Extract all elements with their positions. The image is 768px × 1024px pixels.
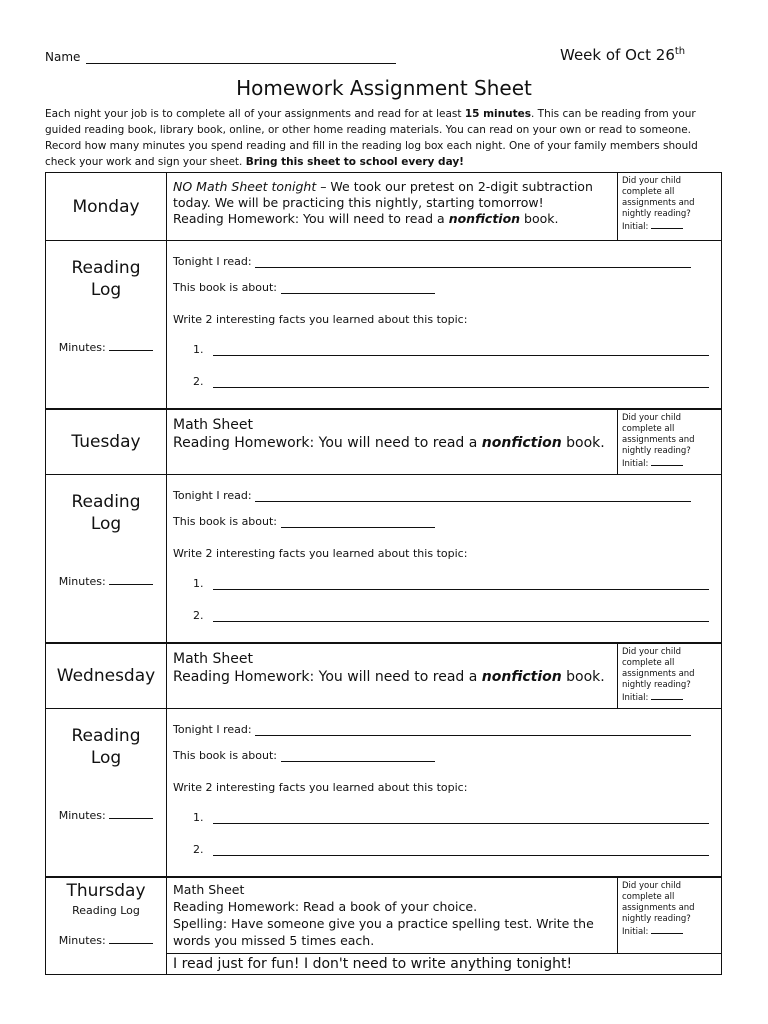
log-title-line1: Reading	[71, 726, 141, 746]
initial-question: Did your child complete all assignments and nightly reading?	[622, 880, 695, 924]
week-label	[560, 46, 685, 64]
fact-2-label: 2.	[193, 843, 204, 856]
thursday-minutes-field[interactable]	[46, 934, 166, 947]
tuesday-log-row	[46, 475, 722, 643]
fact-1-label: 1.	[193, 343, 204, 356]
log-title-line1: Reading	[71, 492, 141, 512]
facts-prompt: Write 2 interesting facts you learned about this topic:	[173, 547, 468, 560]
thursday-initial-box[interactable]	[618, 877, 722, 954]
initial-label: Initial:	[622, 926, 649, 937]
thursday-reading: Reading Homework: Read a book of your choice.	[173, 898, 478, 914]
tonight-label: Tonight I read:	[173, 255, 252, 268]
monday-note: – We took our pretest on 2-digit subtraction today. We will be practicing this nightly, starting tomorrow!	[173, 179, 593, 210]
minutes-line[interactable]	[109, 341, 153, 351]
initial-label: Initial:	[622, 692, 649, 703]
monday-no-math: NO Math Sheet tonight	[173, 179, 317, 194]
fact-2-label: 2.	[193, 375, 204, 388]
wednesday-assignment	[167, 643, 618, 709]
book-about-field[interactable]	[173, 749, 435, 762]
minutes-label: Minutes:	[58, 341, 106, 354]
tuesday-math: Math Sheet	[173, 416, 253, 433]
day-wednesday: Wednesday	[46, 643, 167, 709]
wednesday-log-label-cell	[46, 709, 167, 877]
log-title	[46, 257, 166, 301]
wednesday-log-row	[46, 709, 722, 877]
minutes-line[interactable]	[109, 934, 153, 944]
intro-text-1: Each night your job is to complete all of your assignments and read for at least	[45, 108, 465, 120]
minutes-field[interactable]	[46, 809, 166, 822]
thursday-reading-log-label: Reading Log	[72, 903, 140, 917]
initial-line[interactable]	[651, 457, 683, 466]
initial-question: Did your child complete all assignments and nightly reading?	[622, 412, 695, 456]
wednesday-reading-text: Reading Homework: You will need to read a	[173, 668, 482, 685]
tonight-label: Tonight I read:	[173, 723, 252, 736]
initial-label: Initial:	[622, 458, 649, 469]
minutes-label: Minutes:	[58, 933, 106, 947]
name-blank-line[interactable]	[86, 52, 396, 64]
minutes-line[interactable]	[109, 575, 153, 585]
monday-initial-box[interactable]	[618, 173, 722, 241]
initial-line[interactable]	[651, 691, 683, 700]
tonight-line[interactable]	[255, 257, 691, 268]
fact-1-field[interactable]	[193, 577, 709, 590]
fact-2-line[interactable]	[213, 377, 709, 388]
facts-prompt: Write 2 interesting facts you learned about this topic:	[173, 781, 468, 794]
fact-1-line[interactable]	[213, 579, 709, 590]
about-line[interactable]	[281, 751, 435, 762]
log-title-line2: Log	[90, 280, 122, 300]
tuesday-log-label-cell	[46, 475, 167, 643]
intro-text-2: . This can be reading from your guided reading book, library book, online, or other home reading materials. You can read on your own or read to someone. Record how many minutes you spend reading and fill in the reading log box each night. One of your family members should check your work and sign your sheet.	[45, 108, 698, 168]
log-title-line2: Log	[90, 748, 122, 768]
wednesday-reading-end: book.	[561, 668, 605, 685]
about-label: This book is about:	[173, 749, 278, 762]
fact-2-line[interactable]	[213, 845, 709, 856]
facts-prompt: Write 2 interesting facts you learned about this topic:	[173, 313, 468, 326]
homework-table	[45, 172, 722, 975]
tonight-label: Tonight I read:	[173, 489, 252, 502]
monday-assignment	[167, 173, 618, 241]
intro-minutes-bold: 15 minutes	[464, 108, 531, 120]
name-field[interactable]	[45, 50, 396, 64]
book-about-field[interactable]	[173, 281, 435, 294]
tuesday-row	[46, 409, 722, 475]
fact-1-field[interactable]	[193, 343, 709, 356]
week-text: Week of Oct 26	[560, 46, 675, 64]
monday-row	[46, 173, 722, 241]
about-line[interactable]	[281, 283, 435, 294]
fact-2-field[interactable]	[193, 843, 709, 856]
page-title: Homework Assignment Sheet	[236, 76, 532, 100]
fact-2-field[interactable]	[193, 375, 709, 388]
initial-question: Did your child complete all assignments and nightly reading?	[622, 646, 695, 690]
thursday-spelling: Spelling: Have someone give you a practice spelling test. Write the words you missed 5 times each.	[173, 915, 594, 948]
log-title	[46, 725, 166, 769]
book-about-field[interactable]	[173, 515, 435, 528]
monday-nonfiction: nonfiction	[448, 211, 521, 226]
tuesday-log-body	[167, 475, 722, 643]
monday-reading-end: book.	[520, 211, 559, 226]
wednesday-nonfiction: nonfiction	[481, 668, 562, 685]
name-label: Name	[45, 50, 81, 64]
monday-reading-text: Reading Homework: You will need to read a	[173, 211, 449, 226]
fact-1-line[interactable]	[213, 813, 709, 824]
thursday-row	[46, 877, 722, 954]
day-thursday: Thursday	[66, 880, 146, 901]
fact-1-field[interactable]	[193, 811, 709, 824]
fact-2-label: 2.	[193, 609, 204, 622]
about-line[interactable]	[281, 517, 435, 528]
tonight-line[interactable]	[255, 491, 691, 502]
log-title	[46, 491, 166, 535]
monday-log-label-cell	[46, 241, 167, 409]
about-label: This book is about:	[173, 281, 278, 294]
thursday-day-cell	[46, 877, 167, 975]
minutes-line[interactable]	[109, 809, 153, 819]
week-suffix: th	[674, 46, 686, 57]
minutes-field[interactable]	[46, 341, 166, 354]
initial-line[interactable]	[651, 220, 683, 229]
minutes-label: Minutes:	[58, 809, 106, 822]
about-label: This book is about:	[173, 515, 278, 528]
tuesday-assignment	[167, 409, 618, 475]
wednesday-log-body	[167, 709, 722, 877]
tonight-read-field[interactable]	[173, 723, 691, 736]
tuesday-initial-box[interactable]	[618, 409, 722, 475]
intro-paragraph	[45, 106, 717, 170]
initial-question: Did your child complete all assignments and nightly reading?	[622, 176, 695, 219]
log-title-line2: Log	[90, 514, 122, 534]
log-title-line1: Reading	[71, 258, 141, 278]
fact-2-field[interactable]	[193, 609, 709, 622]
initial-label: Initial:	[622, 222, 649, 232]
fact-1-label: 1.	[193, 811, 204, 824]
fact-2-line[interactable]	[213, 611, 709, 622]
intro-bring-bold: Bring this sheet to school every day!	[245, 156, 464, 168]
monday-log-row	[46, 241, 722, 409]
tuesday-reading-end: book.	[561, 434, 605, 451]
tuesday-nonfiction: nonfiction	[481, 434, 562, 451]
tonight-line[interactable]	[255, 725, 691, 736]
tonight-read-field[interactable]	[173, 255, 691, 268]
thursday-assignment	[167, 877, 618, 954]
tuesday-reading-text: Reading Homework: You will need to read a	[173, 434, 482, 451]
thursday-math: Math Sheet	[173, 881, 245, 897]
wednesday-math: Math Sheet	[173, 650, 253, 667]
day-monday: Monday	[46, 173, 167, 241]
day-tuesday: Tuesday	[46, 409, 167, 475]
fact-1-line[interactable]	[213, 345, 709, 356]
minutes-label: Minutes:	[58, 575, 106, 588]
thursday-fun-text: I read just for fun! I don't need to write anything tonight!	[167, 953, 722, 974]
tonight-read-field[interactable]	[173, 489, 691, 502]
monday-log-body	[167, 241, 722, 409]
minutes-field[interactable]	[46, 575, 166, 588]
wednesday-row	[46, 643, 722, 709]
wednesday-initial-box[interactable]	[618, 643, 722, 709]
initial-line[interactable]	[651, 925, 683, 934]
fact-1-label: 1.	[193, 577, 204, 590]
